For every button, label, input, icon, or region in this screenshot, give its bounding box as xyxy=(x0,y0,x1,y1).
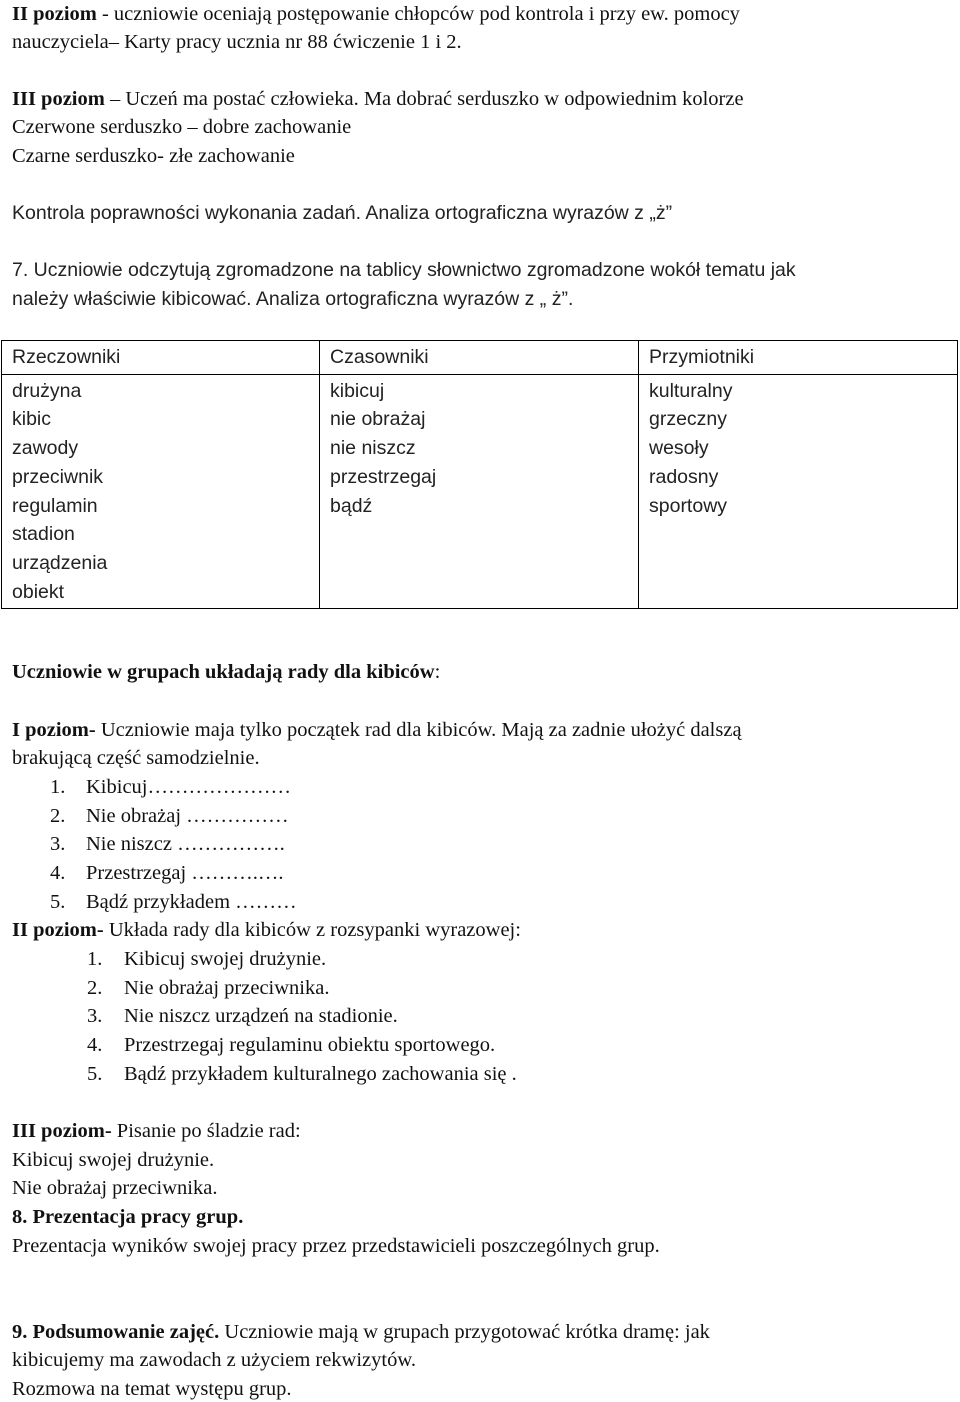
level2-item xyxy=(87,1062,517,1086)
item-number: 5. xyxy=(87,1063,103,1085)
table-words-row xyxy=(2,374,958,609)
noun-word: drużyna xyxy=(12,379,82,402)
step8-heading xyxy=(12,1205,243,1229)
level2-item xyxy=(87,947,326,971)
adjective-word: wesoły xyxy=(649,437,709,460)
noun-word: zawody xyxy=(12,437,79,460)
item-number: 4. xyxy=(87,1034,103,1056)
level3-example1: Kibicuj swojej drużynie. xyxy=(12,1149,215,1171)
adjectives-cell xyxy=(639,374,958,609)
verb-word: nie obrażaj xyxy=(330,408,426,431)
level2-intro-line2: nauczyciela– Karty pracy ucznia nr 88 ćwiczenie 1 i 2. xyxy=(12,31,462,53)
level2-task-label: II poziom- xyxy=(12,919,104,941)
red-heart-line: Czerwone serduszko – dobre zachowanie xyxy=(12,116,352,138)
verb-word: przestrzegaj xyxy=(330,465,437,488)
item-number: 5. xyxy=(50,891,66,913)
verb-word: nie niszcz xyxy=(330,437,416,460)
item-number: 1. xyxy=(87,948,103,970)
item-text: Bądź przykładem ……… xyxy=(86,891,297,913)
table-header-row xyxy=(2,341,958,375)
noun-word: obiekt xyxy=(12,580,65,603)
level2-item xyxy=(87,1004,398,1028)
level1-item xyxy=(50,804,289,828)
item-text: Nie obrażaj przeciwnika. xyxy=(124,977,330,999)
header-nouns: Rzeczowniki xyxy=(2,341,320,375)
level2-item xyxy=(87,1033,495,1057)
level1-item xyxy=(50,890,297,914)
item-number: 2. xyxy=(87,977,103,999)
item-text: Przestrzegaj regulaminu obiektu sportowego. xyxy=(124,1034,496,1056)
level1-item xyxy=(50,775,291,799)
level2-intro-line1 xyxy=(12,2,740,26)
groups-heading xyxy=(12,660,440,684)
check-line: Kontrola poprawności wykonania zadań. Analiza ortograficzna wyrazów z „ż” xyxy=(12,202,673,224)
item-text: Przestrzegaj ……….…. xyxy=(86,862,284,884)
item-text: Bądź przykładem kulturalnego zachowania się . xyxy=(124,1063,517,1085)
step9-line1 xyxy=(12,1320,710,1344)
level2-label: II poziom xyxy=(12,3,97,25)
verb-word: bądź xyxy=(330,494,373,517)
item-number: 4. xyxy=(50,862,66,884)
step9-line2: kibicujemy ma zawodach z użyciem rekwizytów. xyxy=(12,1349,416,1371)
level3-intro-line1 xyxy=(12,87,744,111)
black-heart-line: Czarne serduszko- złe zachowanie xyxy=(12,145,295,167)
level1-text: Uczniowie maja tylko początek rad dla kibiców. Mają za zadnie ułożyć dalszą xyxy=(95,719,742,741)
step8-text: Prezentacja wyników swojej pracy przez przedstawicieli poszczególnych grup. xyxy=(12,1235,660,1257)
level2-intro-text: - uczniowie oceniają postępowanie chłopców pod kontrola i przy ew. pomocy xyxy=(96,3,740,25)
step9-line3: Rozmowa na temat występu grup. xyxy=(12,1378,292,1400)
item-number: 2. xyxy=(50,805,66,827)
verbs-cell xyxy=(320,374,639,609)
header-adjectives: Przymiotniki xyxy=(639,341,958,375)
nouns-cell xyxy=(2,374,320,609)
step8-heading-text: 8. Prezentacja pracy grup. xyxy=(12,1206,244,1228)
item-text: Kibicuj swojej drużynie. xyxy=(124,948,327,970)
level1-item xyxy=(50,832,285,856)
noun-word: urządzenia xyxy=(12,551,108,574)
step7-line2: należy właściwie kibicować. Analiza ortograficzna wyrazów z „ ż”. xyxy=(12,288,574,310)
level2-task-text: Układa rady dla kibiców z rozsypanki wyrazowej: xyxy=(103,919,521,941)
level1-item xyxy=(50,861,284,885)
item-number: 3. xyxy=(50,833,66,855)
level3-task-line xyxy=(12,1119,301,1143)
level3-task-text: Pisanie po śladzie rad: xyxy=(111,1120,301,1142)
item-number: 1. xyxy=(50,776,66,798)
level2-task-line xyxy=(12,918,521,942)
level1-line1 xyxy=(12,718,742,742)
level1-label: I poziom- xyxy=(12,719,96,741)
step9-text: Uczniowie mają w grupach przygotować krótka dramę: jak xyxy=(219,1321,710,1343)
groups-heading-colon: : xyxy=(434,661,441,683)
noun-word: kibic xyxy=(12,408,52,431)
item-text: Nie niszcz urządzeń na stadionie. xyxy=(124,1005,398,1027)
vocabulary-table xyxy=(1,340,958,609)
noun-word: stadion xyxy=(12,523,75,546)
noun-word: regulamin xyxy=(12,494,98,517)
level3-example2: Nie obrażaj przeciwnika. xyxy=(12,1177,218,1199)
level3-intro-text: – Uczeń ma postać człowieka. Ma dobrać serduszko w odpowiednim kolorze xyxy=(104,88,744,110)
adjective-word: kulturalny xyxy=(649,379,733,402)
verb-word: kibicuj xyxy=(330,379,385,402)
adjective-word: grzeczny xyxy=(649,408,728,431)
level2-item xyxy=(87,976,329,1000)
level3-label: III poziom xyxy=(12,88,105,110)
step7-line1: 7. Uczniowie odczytują zgromadzone na tablicy słownictwo zgromadzone wokół tematu jak xyxy=(12,259,796,281)
item-text: Nie niszcz ……………. xyxy=(86,833,285,855)
groups-heading-text: Uczniowie w grupach układają rady dla kibiców xyxy=(12,661,435,683)
adjective-word: sportowy xyxy=(649,494,728,517)
item-number: 3. xyxy=(87,1005,103,1027)
header-verbs: Czasowniki xyxy=(320,341,639,375)
item-text: Kibicuj………………… xyxy=(86,776,291,798)
noun-word: przeciwnik xyxy=(12,465,104,488)
level3-task-label: III poziom- xyxy=(12,1120,112,1142)
level1-line2: brakującą część samodzielnie. xyxy=(12,747,260,769)
step9-heading: 9. Podsumowanie zajęć. xyxy=(12,1321,220,1343)
item-text: Nie obrażaj …………… xyxy=(86,805,289,827)
adjective-word: radosny xyxy=(649,465,719,488)
